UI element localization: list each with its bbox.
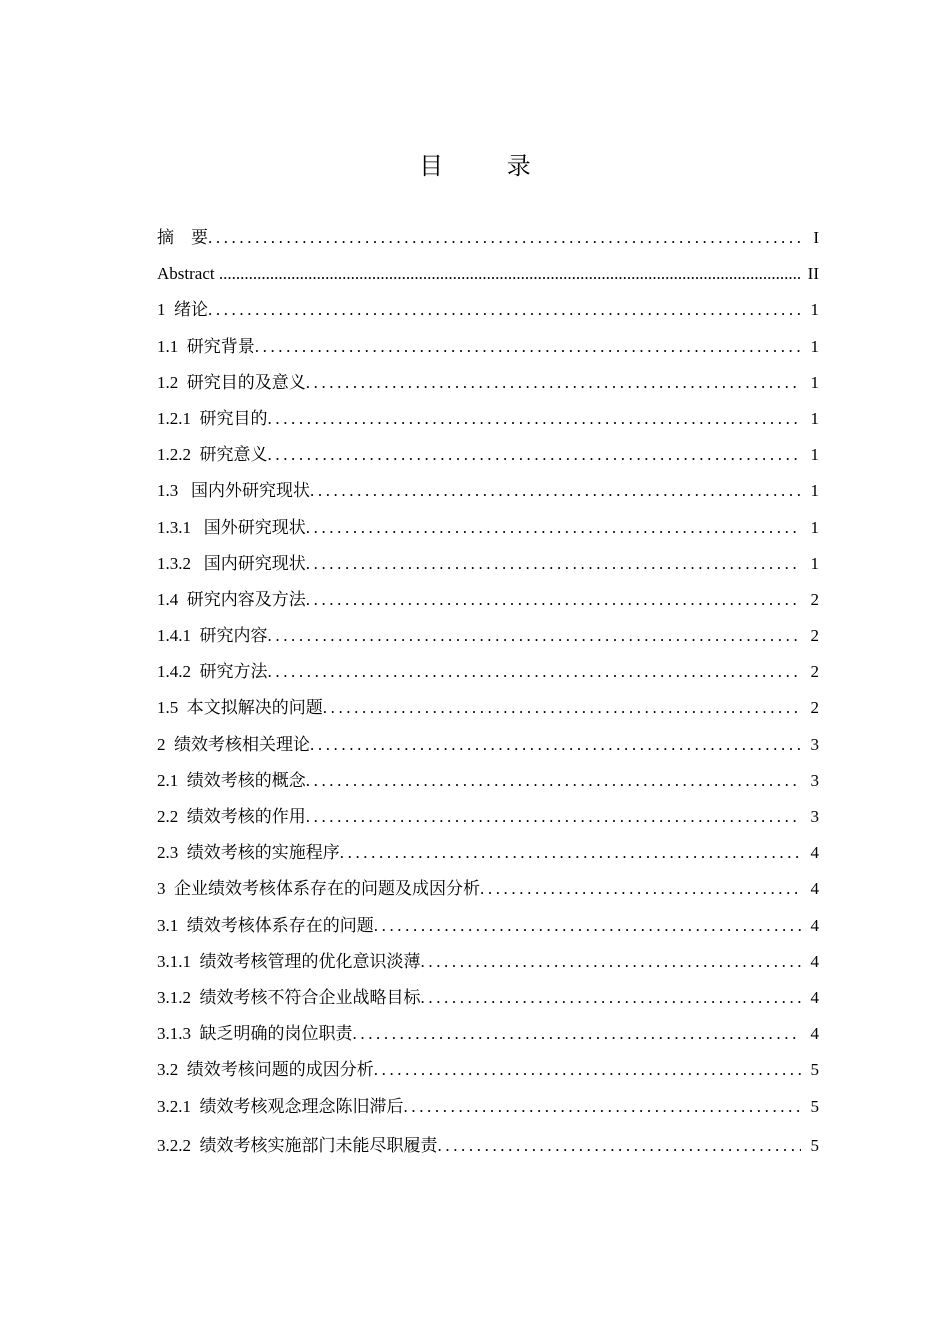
dot-leader — [268, 660, 802, 684]
toc-entry-label: 1.2.1 研究目的 — [157, 408, 268, 428]
dot-leader — [404, 1095, 802, 1119]
dot-leader — [208, 226, 801, 250]
toc-entry-page-number: 5 — [810, 1060, 819, 1080]
toc-entry[interactable] — [157, 1095, 819, 1131]
dot-leader — [306, 588, 801, 612]
toc-entry-page-number: II — [807, 264, 819, 284]
toc-entry[interactable] — [157, 298, 819, 334]
toc-entry-page-number: 4 — [810, 951, 819, 971]
toc-entry-page-number: 1 — [810, 553, 819, 573]
toc-entry-label: 2.2 绩效考核的作用 — [157, 807, 306, 826]
dot-leader — [255, 335, 801, 359]
toc-entry-label: 1.2.2 研究意义 — [157, 445, 268, 465]
toc-entry-page-number: 3 — [810, 770, 819, 790]
toc-entry-page-number: 4 — [810, 987, 819, 1007]
toc-entry[interactable] — [157, 1058, 819, 1094]
dot-leader — [310, 733, 801, 757]
toc-entry-label: 3.1.3 缺乏明确的岗位职责 — [157, 1024, 353, 1044]
toc-entry-page-number: 3 — [810, 807, 819, 826]
toc-entry[interactable] — [157, 443, 819, 479]
dot-leader — [306, 769, 801, 793]
toc-entry-label: 1.1 研究背景 — [157, 336, 255, 356]
dot-leader — [306, 805, 801, 829]
toc-entry[interactable] — [157, 407, 819, 443]
toc-entry-page-number: I — [813, 228, 819, 247]
dot-leader — [306, 516, 801, 540]
toc-entry-label: 1.4 研究内容及方法 — [157, 589, 306, 609]
toc-entry[interactable] — [157, 769, 819, 805]
toc-entry-label: 2 绩效考核相关理论 — [157, 734, 310, 754]
toc-entry[interactable] — [157, 986, 819, 1022]
toc-entry-page-number: 2 — [810, 698, 819, 718]
toc-entry[interactable] — [157, 805, 819, 841]
toc-entry-label: 1.3 国内外研究现状 — [157, 481, 310, 501]
toc-entry-page-number: 2 — [810, 589, 819, 609]
dot-leader — [421, 986, 802, 1010]
toc-entry-page-number: 4 — [810, 879, 819, 899]
toc-entry-page-number: 4 — [810, 843, 819, 863]
toc-entry-label: 3.1.1 绩效考核管理的优化意识淡薄 — [157, 951, 421, 971]
toc-entry-page-number: 5 — [810, 1135, 819, 1155]
toc-entry-label: 3.1 绩效考核体系存在的问题 — [157, 915, 374, 935]
toc-entry[interactable] — [157, 516, 819, 552]
toc-entry-page-number: 1 — [810, 300, 819, 320]
toc-entry-label: 1.2 研究目的及意义 — [157, 372, 306, 392]
dot-leader — [208, 298, 801, 322]
toc-entry-label: 1.4.1 研究内容 — [157, 626, 268, 646]
toc-entry[interactable] — [157, 660, 819, 696]
toc-entry[interactable] — [157, 262, 819, 298]
toc-entry-label: 1.3.1 国外研究现状 — [157, 517, 306, 537]
toc-entry[interactable] — [157, 479, 819, 515]
toc-entry-label: 2.3 绩效考核的实施程序 — [157, 843, 340, 863]
toc-entry[interactable] — [157, 696, 819, 732]
toc-entry-label: 3 企业绩效考核体系存在的问题及成因分析 — [157, 879, 480, 899]
toc-entry-label: 3.2.2 绩效考核实施部门未能尽职履责 — [157, 1135, 438, 1155]
toc-entry[interactable] — [157, 914, 819, 950]
table-of-contents — [157, 226, 819, 1170]
toc-entry[interactable] — [157, 335, 819, 371]
toc-entry-page-number: 5 — [810, 1096, 819, 1116]
dot-leader — [306, 371, 801, 395]
toc-entry-label: 2.1 绩效考核的概念 — [157, 770, 306, 790]
toc-entry[interactable] — [157, 841, 819, 877]
toc-entry-page-number: 1 — [810, 481, 819, 501]
toc-entry[interactable] — [157, 733, 819, 769]
toc-entry-label: 3.2 绩效考核问题的成因分析 — [157, 1060, 374, 1080]
dot-leader — [421, 950, 802, 974]
toc-entry-page-number: 1 — [810, 517, 819, 537]
dot-leader — [438, 1134, 802, 1158]
toc-entry[interactable] — [157, 950, 819, 986]
toc-entry-label: 3.2.1 绩效考核观念理念陈旧滞后 — [157, 1096, 404, 1116]
dot-leader — [353, 1022, 802, 1046]
toc-entry-page-number: 2 — [810, 626, 819, 646]
toc-entry-page-number: 4 — [810, 1024, 819, 1044]
toc-entry[interactable] — [157, 371, 819, 407]
dot-leader — [268, 624, 802, 648]
dot-leader — [268, 407, 802, 431]
toc-entry[interactable] — [157, 1022, 819, 1058]
toc-entry-page-number: 1 — [810, 372, 819, 392]
toc-entry-label: Abstract — [157, 264, 219, 284]
toc-entry-page-number: 2 — [810, 662, 819, 682]
toc-entry-label: 1 绪论 — [157, 300, 208, 320]
toc-entry-label: 摘 要 — [157, 228, 208, 247]
toc-entry-page-number: 1 — [810, 336, 819, 356]
toc-entry[interactable] — [157, 1134, 819, 1170]
toc-entry-label: 1.5 本文拟解决的问题 — [157, 698, 323, 718]
toc-entry-label: 1.3.2 国内研究现状 — [157, 553, 306, 573]
toc-entry[interactable] — [157, 624, 819, 660]
dot-leader — [219, 262, 801, 286]
dot-leader — [310, 479, 801, 503]
page-title: 目 录 — [419, 152, 559, 180]
dot-leader — [374, 1058, 801, 1082]
toc-entry[interactable] — [157, 226, 819, 262]
toc-entry[interactable] — [157, 877, 819, 913]
toc-entry-label: 3.1.2 绩效考核不符合企业战略目标 — [157, 987, 421, 1007]
toc-entry-page-number: 4 — [810, 915, 819, 935]
dot-leader — [480, 877, 801, 901]
toc-entry-label: 1.4.2 研究方法 — [157, 662, 268, 682]
toc-entry-page-number: 1 — [810, 445, 819, 465]
toc-entry-page-number: 1 — [810, 408, 819, 428]
dot-leader — [306, 552, 801, 576]
toc-entry[interactable] — [157, 552, 819, 588]
dot-leader — [374, 914, 801, 938]
toc-entry[interactable] — [157, 588, 819, 624]
dot-leader — [268, 443, 802, 467]
dot-leader — [340, 841, 801, 865]
toc-entry-page-number: 3 — [810, 734, 819, 754]
dot-leader — [323, 696, 801, 720]
